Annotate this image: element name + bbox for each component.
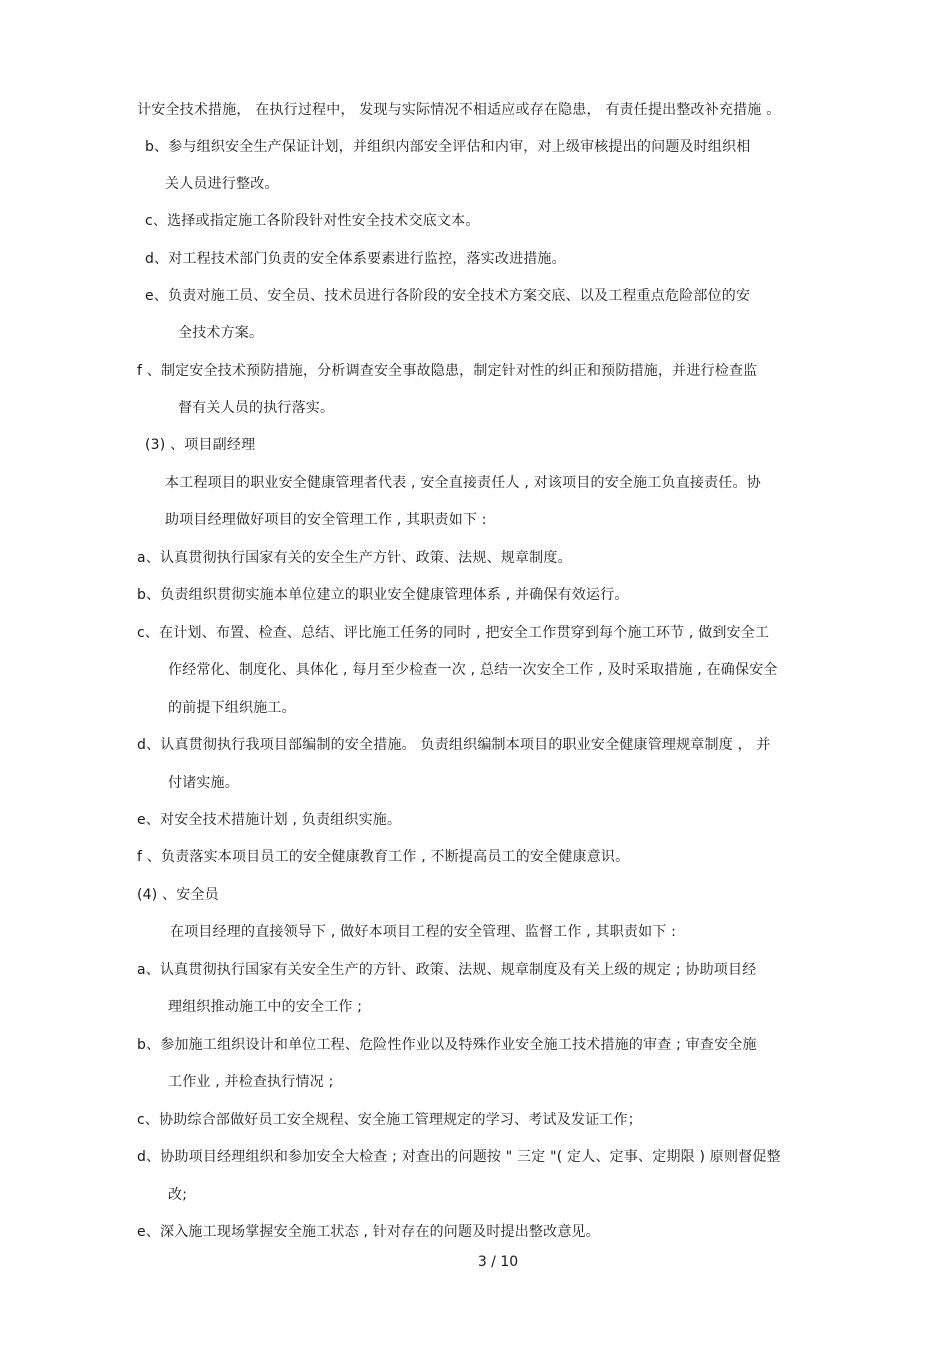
text-line: e、深入施工现场掌握安全施工状态 , 针对存在的问题及时提出整改意见。 (137, 1224, 600, 1240)
text-line: 付诸实施。 (168, 775, 239, 791)
text-line: a、认真贯彻执行国家有关安全生产的方针、政策、法规、规章制度及有关上级的规定 ; 协助项目经 (137, 962, 757, 978)
text-line: 督有关人员的执行落实。 (178, 400, 335, 416)
text-line: 在项目经理的直接领导下 , 做好本项目工程的安全管理、监督工作 , 其职责如下 : (170, 924, 677, 940)
text-line: a、认真贯彻执行国家有关的安全生产方针、政策、法规、规章制度。 (137, 550, 572, 566)
text-line: d、认真贯彻执行我项目部编制的安全措施。 负责组织编制本项目的职业安全健康管理规章制度 ， 并 (137, 737, 771, 753)
text-line: 本工程项目的职业安全健康管理者代表 , 安全直接责任人 , 对该项目的安全施工负直接责任。协 (165, 475, 761, 491)
text-line: e、对安全技术措施计划 , 负责组织实施。 (137, 812, 402, 828)
text-line: d、对工程技术部门负责的安全体系要素进行监控，落实改进措施。 (145, 251, 566, 267)
section-heading: (3) 、项目副经理 (145, 437, 256, 453)
text-line: b、负责组织贯彻实施本单位建立的职业安全健康管理体系 , 并确保有效运行。 (137, 587, 629, 603)
text-line: 作经常化、制度化、具体化 , 每月至少检查一次 , 总结一次安全工作 , 及时采取措施 , 在确保安全 (168, 662, 778, 678)
text-line: 改; (168, 1187, 188, 1203)
text-line: 工作业 , 并检查执行情况 ; (168, 1074, 334, 1090)
text-line: 理组织推动施工中的安全工作 ; (168, 999, 363, 1015)
text-line: 计安全技术措施， 在执行过程中， 发现与实际情况不相适应或存在隐患， 有责任提出整改补充措施 。 (137, 102, 781, 118)
text-line: 关人员进行整改。 (165, 176, 279, 192)
text-line: c、在计划、布置、检查、总结、评比施工任务的同时 , 把安全工作贯穿到每个施工环节 , 做到安全工 (137, 625, 770, 641)
text-line: 的前提下组织施工。 (168, 700, 296, 716)
text-line: b、参加施工组织设计和单位工程、危险性作业以及特殊作业安全施工技术措施的审查 ; 审查安全施 (137, 1037, 757, 1053)
text-line: d、协助项目经理组织和参加安全大检查 ; 对查出的问题按 " 三定 "( 定人、定事、定期限 ) 原则督促整 (137, 1149, 781, 1165)
text-line: c、协助综合部做好员工安全规程、安全施工管理规定的学习、考试及发证工作； (137, 1112, 642, 1128)
text-line: 全技术方案。 (178, 325, 264, 341)
text-line: b、参与组织安全生产保证计划，并组织内部安全评估和内审，对上级审核提出的问题及时组织相 (145, 139, 751, 155)
section-heading: (4) 、安全员 (137, 887, 219, 903)
text-line: f 、制定安全技术预防措施，分析调查安全事故隐患，制定针对性的纠正和预防措施，并进行检查监 (137, 363, 758, 379)
text-line: e、负责对施工员、安全员、技术员进行各阶段的安全技术方案交底、以及工程重点危险部位的安 (145, 288, 751, 304)
text-line: 助项目经理做好项目的安全管理工作 , 其职责如下 : (165, 512, 487, 528)
text-line: c、选择或指定施工各阶段针对性安全技术交底文本。 (145, 213, 480, 229)
text-line: f 、负责落实本项目员工的安全健康教育工作 , 不断提高员工的安全健康意识。 (137, 849, 630, 865)
page-number: 3 / 10 (477, 1254, 519, 1270)
